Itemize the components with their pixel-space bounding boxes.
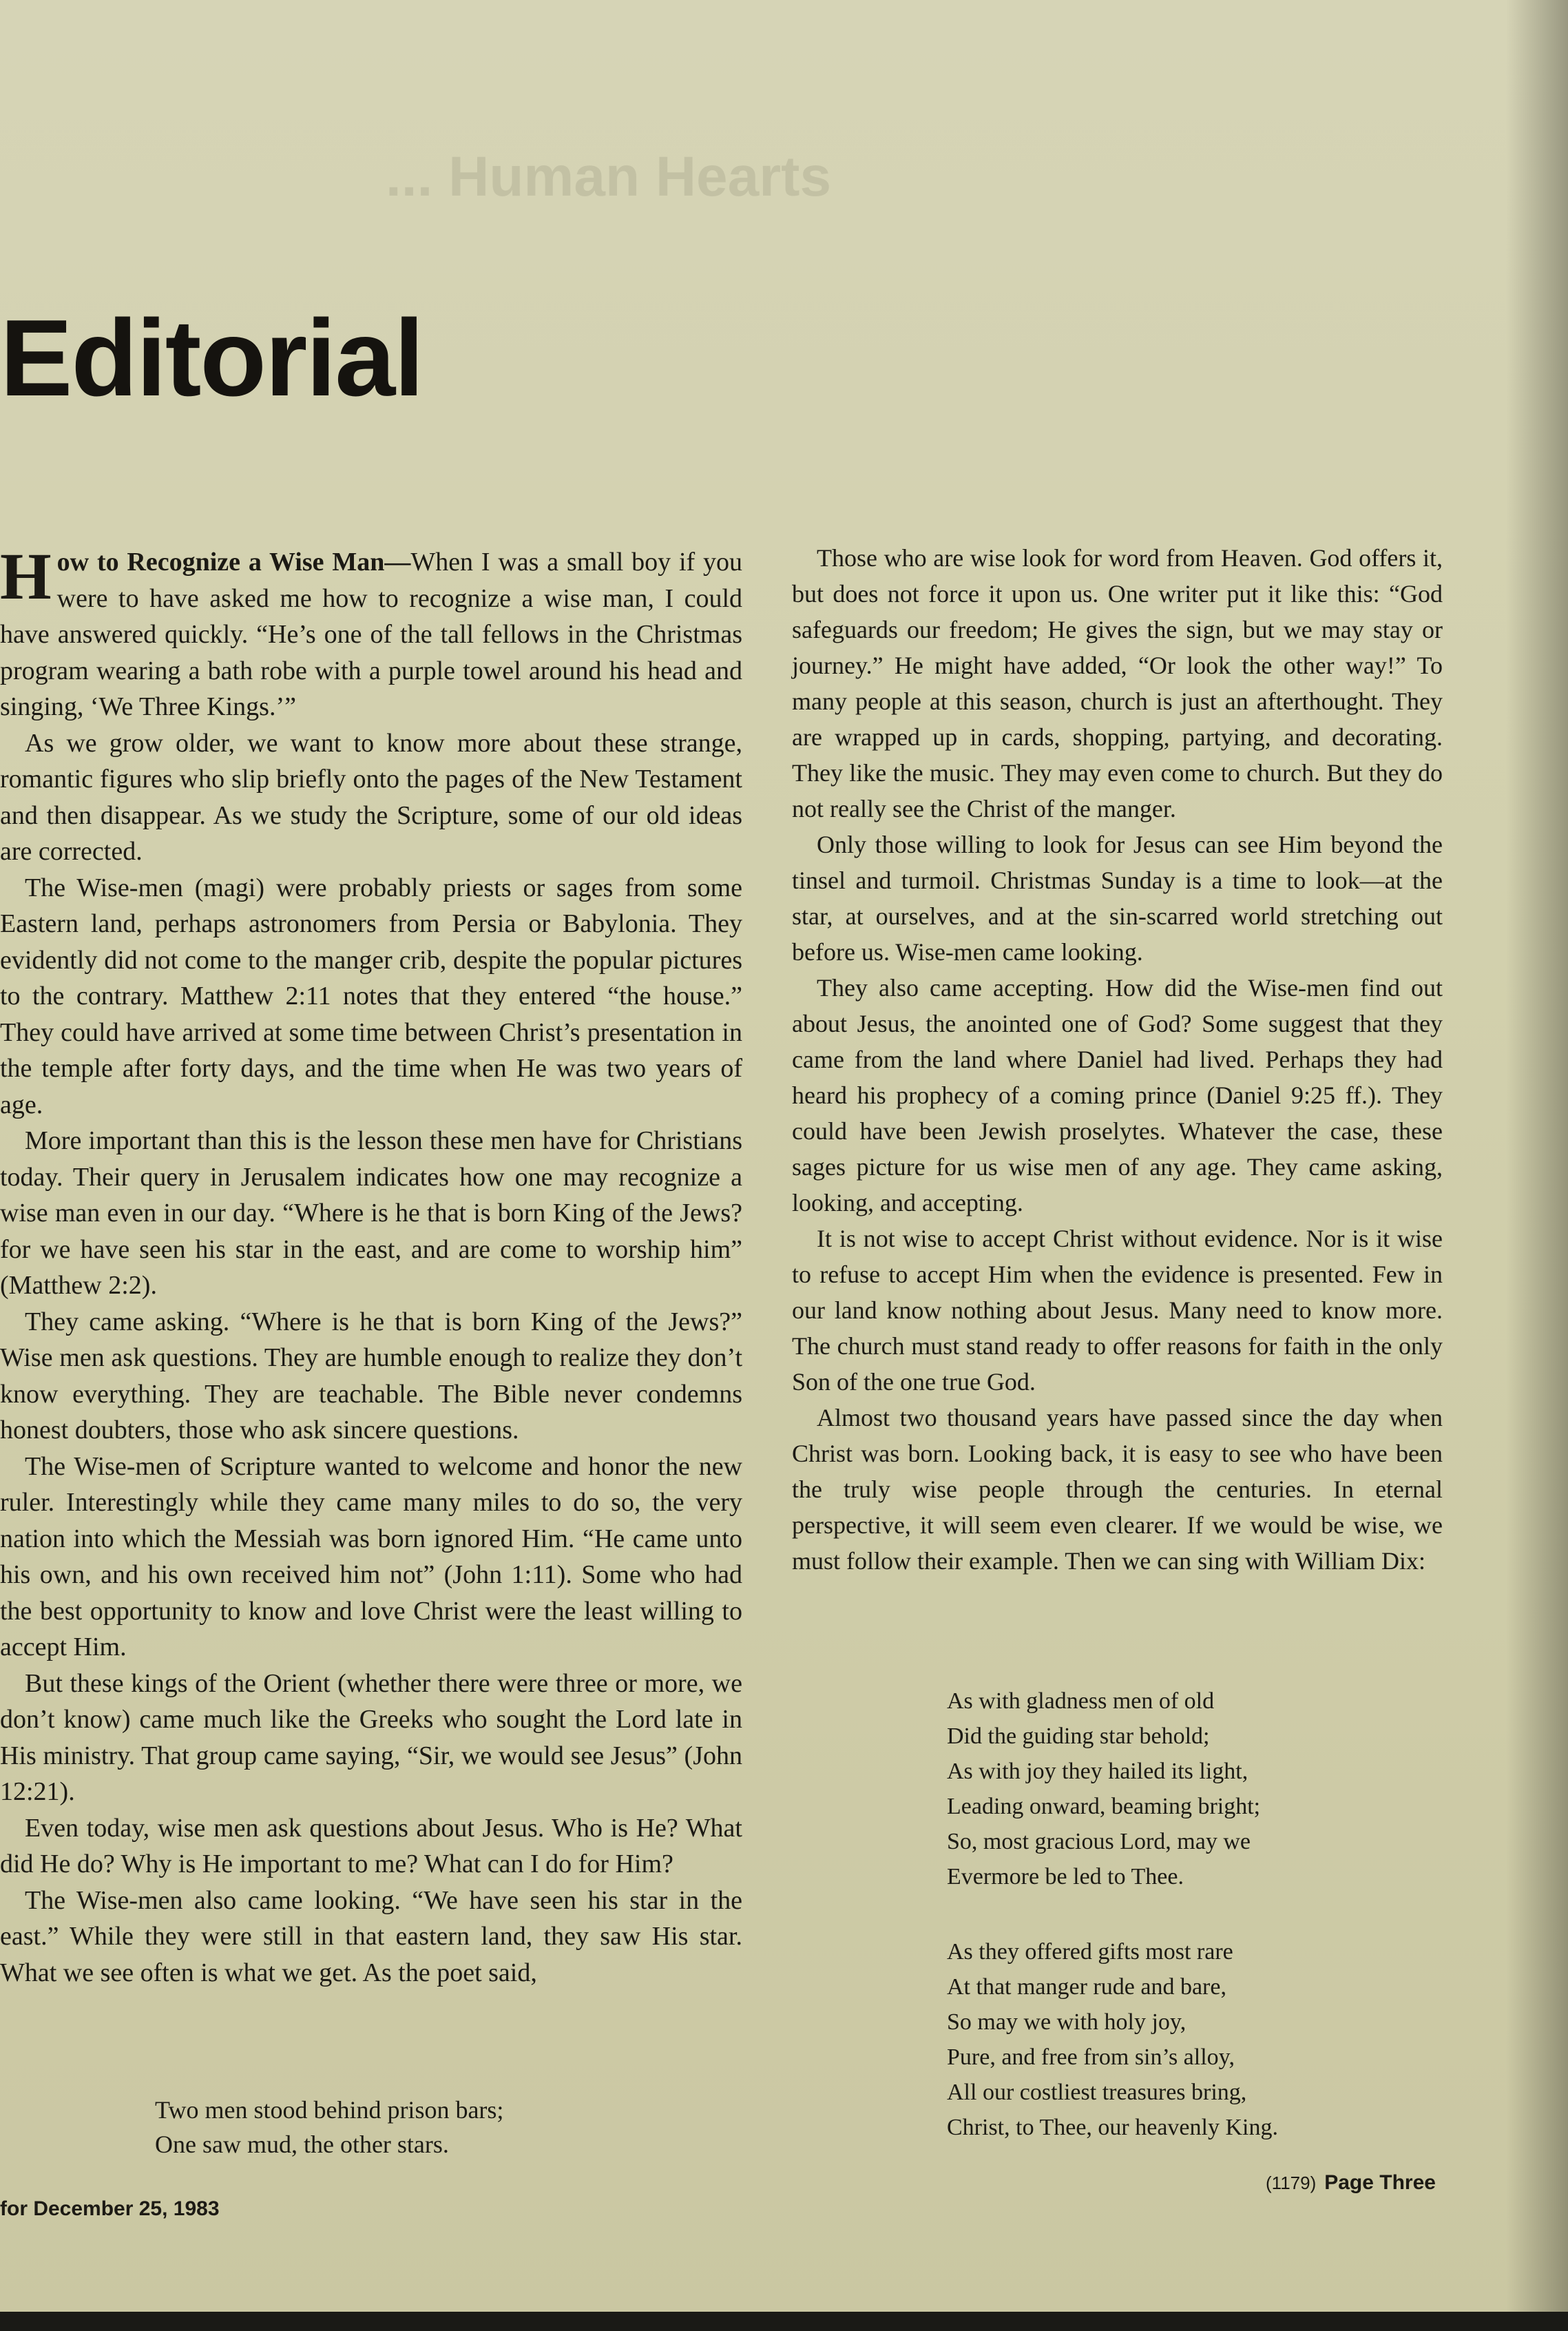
binding-shadow [1506, 0, 1568, 2331]
poem-line: As with joy they hailed its light, [947, 1759, 1248, 1784]
body-paragraph: But these kings of the Orient (whether there were three or more, we don’t know) came much like the Greeks who sought the Lord late in His ministry. That group came saying, “Sir, we would see Jesus” (John 12:21). [0, 1668, 742, 1806]
lead-paragraph [0, 539, 742, 725]
body-paragraph: The Wise-men also came looking. “We have seen his star in the east.” While they were still in that eastern land, they saw His star. What we see often is what we get. As the poet said, [0, 1885, 742, 1987]
drop-cap: H [0, 539, 52, 613]
body-paragraph: They also came accepting. How did the Wise-men find out about Jesus, the anointed one of God? Some suggest that they came from the land where Daniel had lived. Perhaps they had heard his prophecy of a coming prince (Daniel 9:25 ff.). They could have been Jewish proselytes. Whatever the case, these sages picture for us wise men of any age. They came asking, looking, and accepting. [792, 974, 1443, 1216]
poem-line: All our costliest treasures bring, [947, 2080, 1247, 2105]
body-paragraph: The Wise-men (magi) were probably priests or sages from some Eastern land, perhaps astronomers from Persia or Babylonia. They evidently did not come to the manger crib, despite the popular pictures to the contrary. Matthew 2:11 notes that they entered “the house.” They could have arrived at some time between Christ’s presentation in the temple after forty days, and the time when He was two years of age. [0, 873, 742, 1119]
body-paragraph: Even today, wise men ask questions about Jesus. Who is He? What did He do? Why is He important to me? What can I do for Him? [0, 1813, 742, 1878]
poem-line: As they offered gifts most rare [947, 1939, 1233, 1965]
poem-couplet [155, 2093, 678, 2162]
body-paragraph: They came asking. “Where is he that is born King of the Jews?” Wise men ask questions. They are humble enough to realize they don’t know everything. They are teachable. The Bible never condemns honest doubters, those who ask sincere questions. [0, 1307, 742, 1444]
right-column [792, 540, 1443, 1579]
hymn-stanza-1 [947, 1684, 1429, 1894]
body-paragraph: Those who are wise look for word from Heaven. God offers it, but does not force it upon us. One writer put it like this: “God safeguards our freedom; He gives the sign, but we may stay or journey.” He might have added, “Or look the other way!” To many people at this season, church is just an afterthought. They are wrapped up in cards, shopping, partying, and decorating. They like the music. They may even come to church. But they do not really see the Christ of the manger. [792, 544, 1443, 822]
faded-show-through-heading: ... Human Hearts [386, 145, 832, 207]
page-bottom-edge [0, 2312, 1568, 2331]
poem-line: Leading onward, beaming bright; [947, 1794, 1261, 1819]
hymn-stanza-2 [947, 1934, 1429, 2145]
issue-date: for December 25, 1983 [0, 2197, 220, 2220]
poem-line: So, most gracious Lord, may we [947, 1829, 1251, 1854]
body-paragraph: It is not wise to accept Christ without evidence. Nor is it wise to refuse to accept Him when the evidence is presented. Few in our land know nothing about Jesus. Many need to know more. The church must stand ready to offer reasons for faith in the only Son of the one true God. [792, 1225, 1443, 1396]
page-code: (1179) [1266, 2173, 1317, 2193]
body-paragraph: More important than this is the lesson these men have for Christians today. Their query in Jerusalem indicates how one may recognize a wise man even in our day. “Where is he that is born King of the Jews? for we have seen his star in the east, and are come to worship him” (Matthew 2:2). [0, 1126, 742, 1300]
poem-line: Evermore be led to Thee. [947, 1864, 1184, 1889]
body-paragraph: Only those willing to look for Jesus can see Him beyond the tinsel and turmoil. Christmas Sunday is a time to look—at the star, at ourselves, and at the sin-scarred world stretching out before us. Wise-men came looking. [792, 831, 1443, 966]
page-footer [1266, 2171, 1436, 2195]
lead-text: When I was a small boy if you were to have asked me how to recognize a wise man, I could have answered quickly. “He’s one of the tall fellows in the Christmas program wearing a bath robe with a purple towel around his head and singing, ‘We Three Kings.’” [0, 548, 742, 721]
poem-line: As with gladness men of old [947, 1688, 1215, 1714]
lead-heading: ow to Recognize a Wise Man— [56, 548, 411, 577]
poem-line: At that manger rude and bare, [947, 1974, 1226, 2000]
page-title: Editorial [0, 298, 424, 419]
left-column [0, 539, 742, 1991]
poem-line: One saw mud, the other stars. [155, 2131, 449, 2158]
body-paragraph: The Wise-men of Scripture wanted to welcome and honor the new ruler. Interestingly while they came many miles to do so, the very nation into which the Messiah was born ignored Him. “He came unto his own, and his own received him not” (John 1:11). Some who had the best opportunity to know and love Christ were the least willing to accept Him. [0, 1451, 742, 1661]
body-paragraph: As we grow older, we want to know more about these strange, romantic figures who slip briefly onto the pages of the New Testament and then disappear. As we study the Scripture, some of our old ideas are corrected. [0, 728, 742, 866]
poem-line: Did the guiding star behold; [947, 1723, 1210, 1749]
poem-line: Christ, to Thee, our heavenly King. [947, 2115, 1278, 2140]
poem-line: Pure, and free from sin’s alloy, [947, 2044, 1235, 2070]
page-label: Page Three [1324, 2171, 1436, 2194]
poem-line: So may we with holy joy, [947, 2009, 1187, 2035]
body-paragraph: Almost two thousand years have passed since the day when Christ was born. Looking back, it is easy to see who have been the truly wise people through the centuries. In eternal perspective, it will seem even clearer. If we would be wise, we must follow their example. Then we can sing with William Dix: [792, 1404, 1443, 1575]
poem-line: Two men stood behind prison bars; [155, 2096, 504, 2124]
